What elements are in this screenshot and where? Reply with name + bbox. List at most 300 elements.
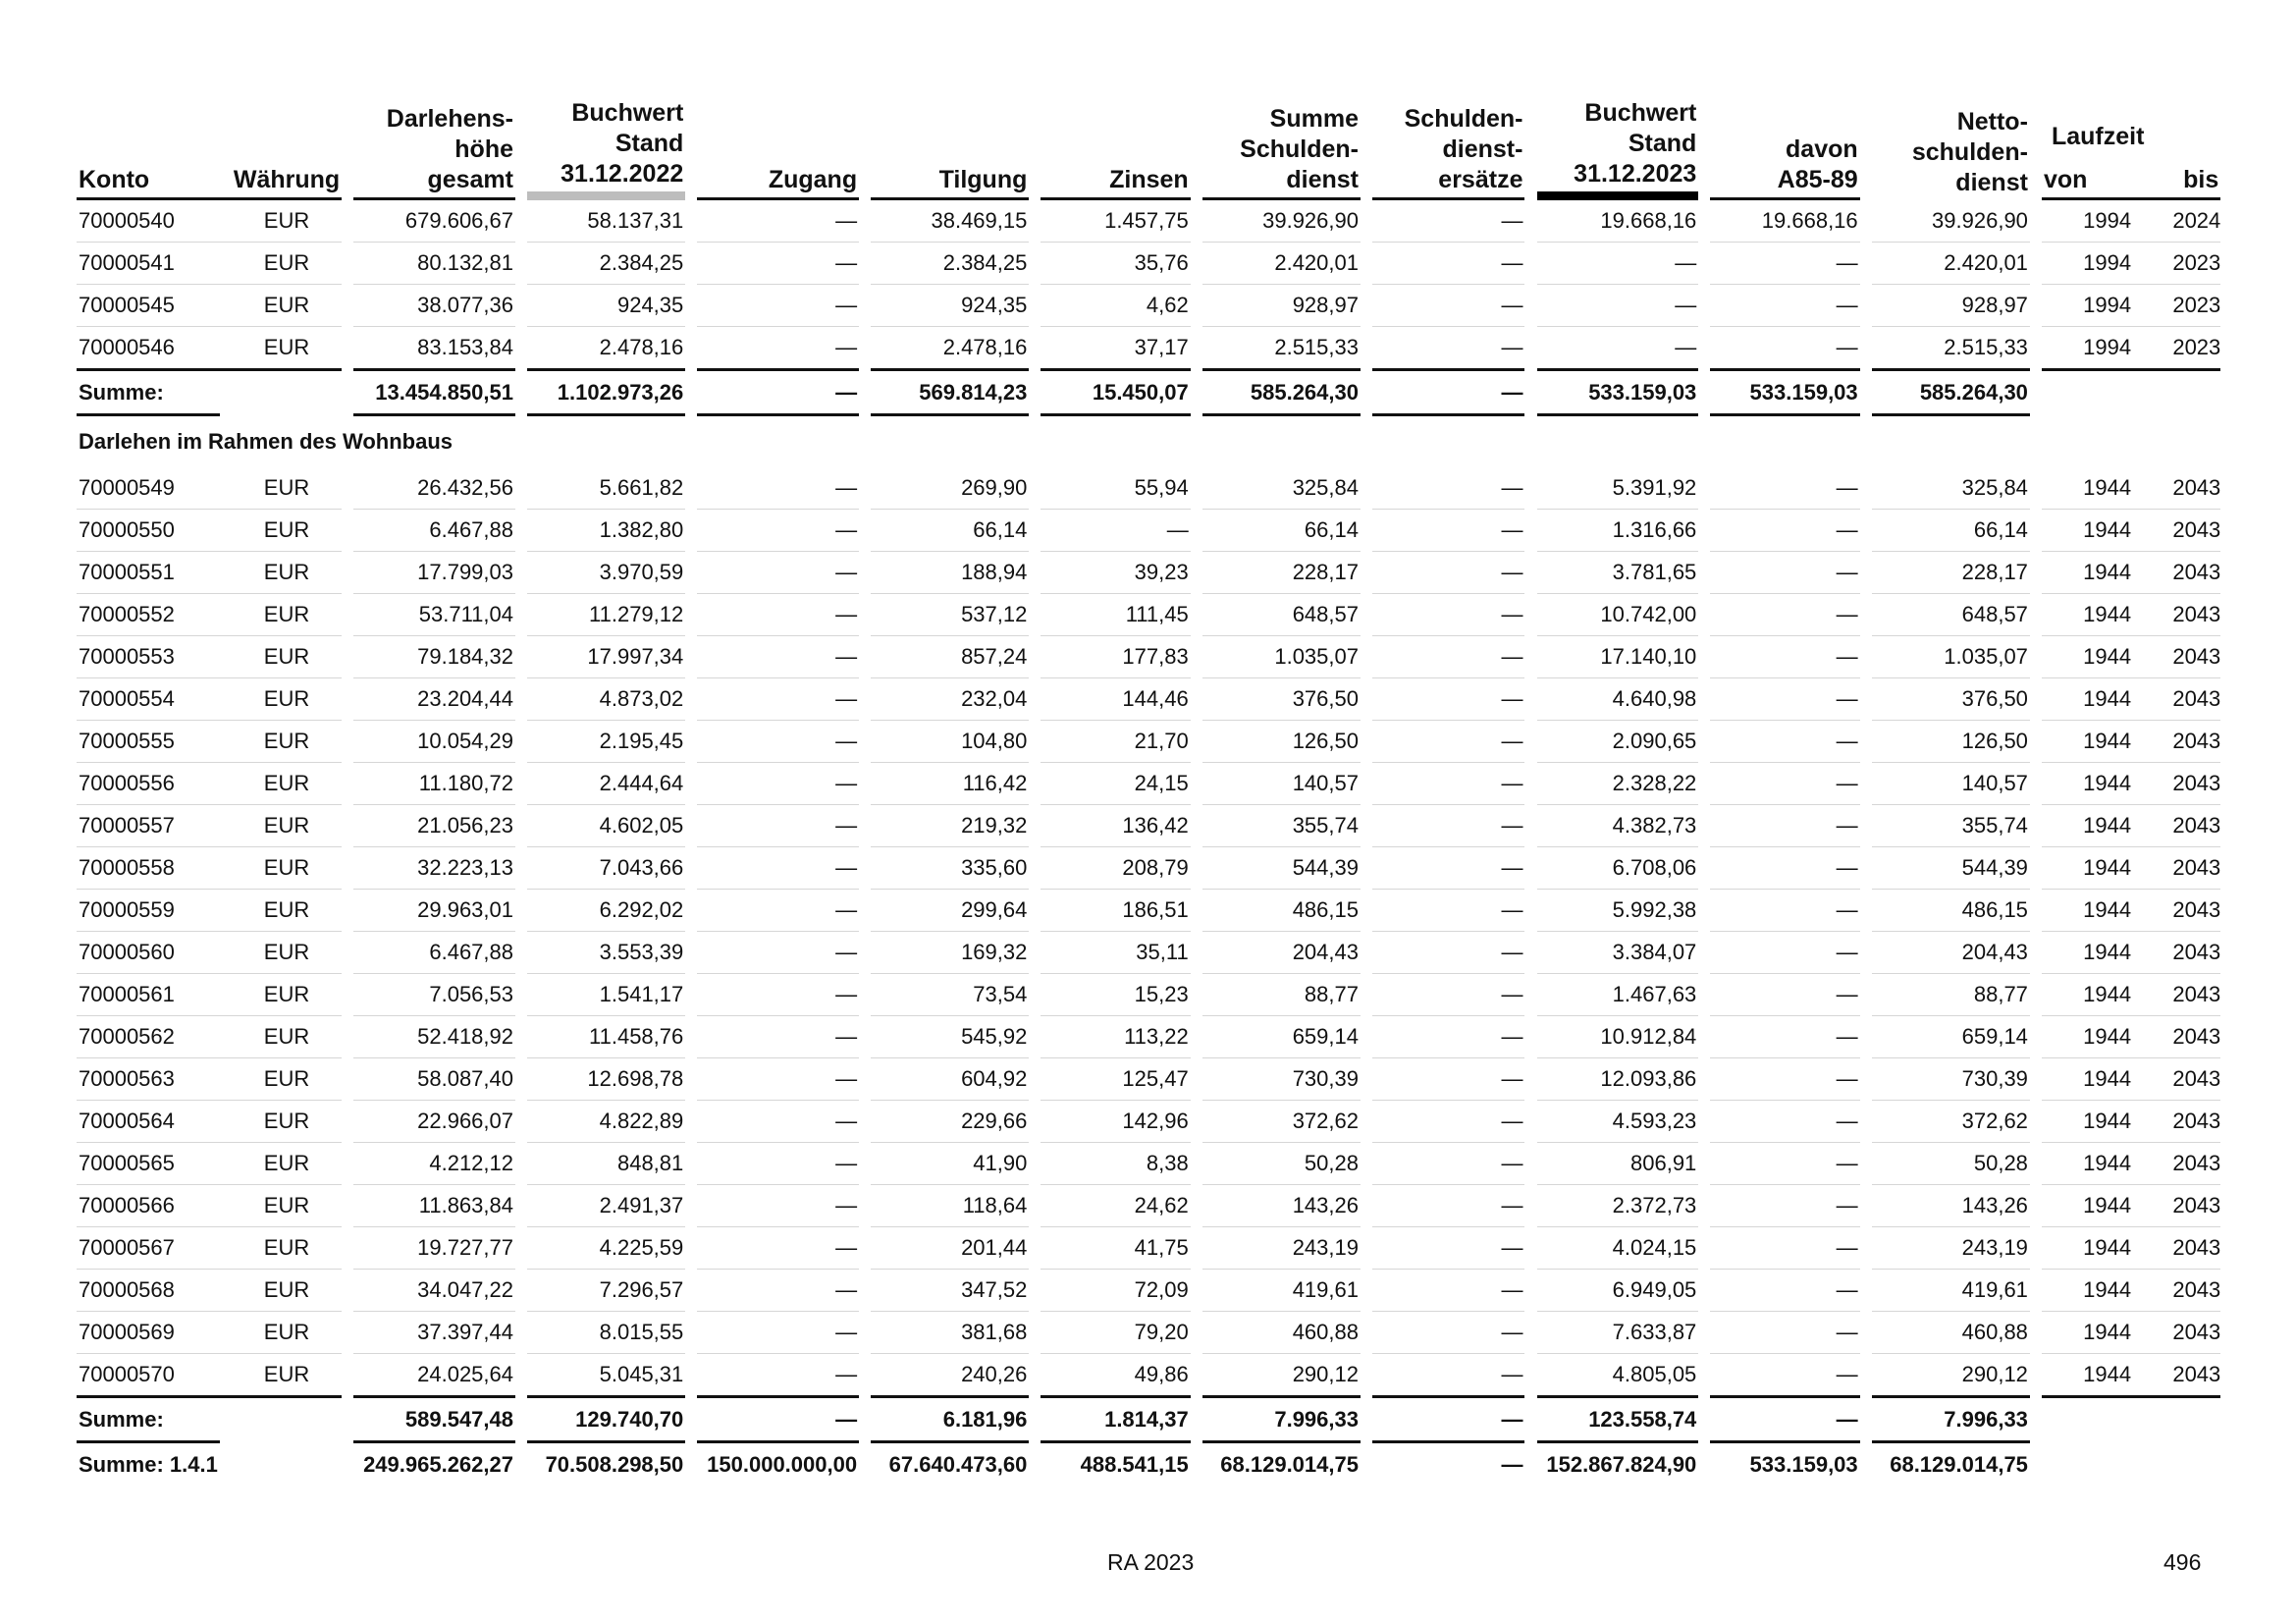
table-body <box>77 200 2296 1486</box>
cell-buchwert-2023: 4.640,98 <box>1537 678 1699 721</box>
cell-summe-schuldendienst: 50,28 <box>1202 1143 1361 1185</box>
cell-tilgung: 169,32 <box>871 932 1029 974</box>
cell-schuldendienstersaetze: — <box>1372 552 1524 594</box>
cell-von: 1944 <box>2042 763 2172 805</box>
cell-tilgung: 537,12 <box>871 594 1029 636</box>
header-zinsen: Zinsen <box>1041 98 1190 200</box>
cell-davon: — <box>1710 285 1859 327</box>
cell-waehrung: EUR <box>220 1227 342 1270</box>
cell-davon: — <box>1710 1312 1859 1354</box>
cell-buchwert-2023: 6.949,05 <box>1537 1270 1699 1312</box>
total-sum-row <box>77 1443 2296 1486</box>
cell-summe-schuldendienst: 419,61 <box>1202 1270 1361 1312</box>
cell-summe-schuldendienst: 243,19 <box>1202 1227 1361 1270</box>
cell-zinsen: 136,42 <box>1041 805 1190 847</box>
cell-summe-schuldendienst: 376,50 <box>1202 678 1361 721</box>
cell-waehrung <box>220 371 342 416</box>
loan-schedule-table <box>77 98 2296 1486</box>
cell-davon: — <box>1710 805 1859 847</box>
cell-summe-schuldendienst: 143,26 <box>1202 1185 1361 1227</box>
cell-zugang: — <box>697 1270 859 1312</box>
cell-tilgung: 604,92 <box>871 1058 1029 1101</box>
cell-davon: — <box>1710 1398 1859 1443</box>
header-bis: bis <box>2172 98 2220 200</box>
cell-waehrung: EUR <box>220 763 342 805</box>
cell-netto: 204,43 <box>1872 932 2030 974</box>
cell-darlehenshoehe: 83.153,84 <box>353 327 515 371</box>
cell-zinsen: 24,15 <box>1041 763 1190 805</box>
cell-davon: — <box>1710 1270 1859 1312</box>
cell-bis: 2043 <box>2172 1227 2220 1270</box>
cell-waehrung: EUR <box>220 1143 342 1185</box>
cell-buchwert-2022: 2.384,25 <box>527 243 685 285</box>
cell-zugang: — <box>697 1058 859 1101</box>
cell-summe-schuldendienst: 290,12 <box>1202 1354 1361 1398</box>
cell-buchwert-2023: — <box>1537 327 1699 371</box>
cell-zugang: — <box>697 890 859 932</box>
table-row <box>77 847 2296 890</box>
cell-netto: 50,28 <box>1872 1143 2030 1185</box>
cell-zinsen: 8,38 <box>1041 1143 1190 1185</box>
header-darlehenshoehe: Darlehens- höhe gesamt <box>353 98 515 200</box>
header-buchwert-2022: Buchwert Stand 31.12.2022 <box>527 98 685 200</box>
cell-schuldendienstersaetze: — <box>1372 1398 1524 1443</box>
cell-zinsen: 208,79 <box>1041 847 1190 890</box>
cell-von: 1944 <box>2042 594 2172 636</box>
table-row <box>77 890 2296 932</box>
table-row <box>77 1185 2296 1227</box>
cell-tilgung: 201,44 <box>871 1227 1029 1270</box>
cell-zugang: — <box>697 467 859 510</box>
cell-davon: — <box>1710 1185 1859 1227</box>
cell-buchwert-2023: 123.558,74 <box>1537 1398 1699 1443</box>
cell-buchwert-2022: 5.661,82 <box>527 467 685 510</box>
table-row <box>77 200 2296 243</box>
cell-waehrung: EUR <box>220 847 342 890</box>
cell-von: 1944 <box>2042 890 2172 932</box>
cell-buchwert-2022: 1.102.973,26 <box>527 371 685 416</box>
cell-buchwert-2023: 1.467,63 <box>1537 974 1699 1016</box>
table-row <box>77 932 2296 974</box>
cell-konto: 70000556 <box>77 763 220 805</box>
cell-summe-schuldendienst: 659,14 <box>1202 1016 1361 1058</box>
cell-schuldendienstersaetze: — <box>1372 327 1524 371</box>
cell-konto: 70000566 <box>77 1185 220 1227</box>
cell-konto: 70000567 <box>77 1227 220 1270</box>
cell-bis: 2043 <box>2172 974 2220 1016</box>
cell-buchwert-2023: 4.024,15 <box>1537 1227 1699 1270</box>
cell-davon: — <box>1710 763 1859 805</box>
table-row <box>77 763 2296 805</box>
cell-schuldendienstersaetze: — <box>1372 890 1524 932</box>
cell-zugang: — <box>697 371 859 416</box>
cell-darlehenshoehe: 52.418,92 <box>353 1016 515 1058</box>
cell-tilgung: 240,26 <box>871 1354 1029 1398</box>
cell-bis <box>2172 1398 2220 1443</box>
cell-zugang: — <box>697 552 859 594</box>
cell-buchwert-2022: 3.553,39 <box>527 932 685 974</box>
cell-davon: 19.668,16 <box>1710 200 1859 243</box>
cell-summe-schuldendienst: 372,62 <box>1202 1101 1361 1143</box>
cell-zinsen: 125,47 <box>1041 1058 1190 1101</box>
cell-buchwert-2022: 2.491,37 <box>527 1185 685 1227</box>
table-row <box>77 327 2296 371</box>
cell-schuldendienstersaetze: — <box>1372 200 1524 243</box>
cell-bis: 2043 <box>2172 932 2220 974</box>
cell-netto: 460,88 <box>1872 1312 2030 1354</box>
table-row <box>77 510 2296 552</box>
cell-summe-schuldendienst: 204,43 <box>1202 932 1361 974</box>
cell-waehrung <box>220 1443 342 1486</box>
table-row <box>77 1016 2296 1058</box>
cell-davon: — <box>1710 552 1859 594</box>
cell-zinsen: 4,62 <box>1041 285 1190 327</box>
cell-zinsen: 37,17 <box>1041 327 1190 371</box>
cell-summe-schuldendienst: 928,97 <box>1202 285 1361 327</box>
cell-bis: 2043 <box>2172 510 2220 552</box>
cell-konto: 70000551 <box>77 552 220 594</box>
cell-zugang: — <box>697 1227 859 1270</box>
cell-konto: 70000554 <box>77 678 220 721</box>
cell-summe-schuldendienst: 66,14 <box>1202 510 1361 552</box>
cell-darlehenshoehe: 10.054,29 <box>353 721 515 763</box>
cell-waehrung: EUR <box>220 467 342 510</box>
cell-buchwert-2023: 12.093,86 <box>1537 1058 1699 1101</box>
cell-von: 1944 <box>2042 721 2172 763</box>
cell-darlehenshoehe: 34.047,22 <box>353 1270 515 1312</box>
cell-buchwert-2023: 5.992,38 <box>1537 890 1699 932</box>
cell-zinsen: 72,09 <box>1041 1270 1190 1312</box>
cell-zinsen: 1.457,75 <box>1041 200 1190 243</box>
cell-darlehenshoehe: 26.432,56 <box>353 467 515 510</box>
cell-waehrung: EUR <box>220 327 342 371</box>
cell-konto: 70000550 <box>77 510 220 552</box>
cell-zugang: — <box>697 285 859 327</box>
cell-davon: — <box>1710 1016 1859 1058</box>
cell-buchwert-2023: 17.140,10 <box>1537 636 1699 678</box>
table-row <box>77 678 2296 721</box>
cell-buchwert-2023: 7.633,87 <box>1537 1312 1699 1354</box>
cell-buchwert-2023: 2.328,22 <box>1537 763 1699 805</box>
cell-darlehenshoehe: 21.056,23 <box>353 805 515 847</box>
cell-bis: 2023 <box>2172 285 2220 327</box>
table-row <box>77 721 2296 763</box>
cell-von: 1944 <box>2042 1312 2172 1354</box>
cell-davon: 533.159,03 <box>1749 1451 1858 1477</box>
cell-davon: — <box>1710 1101 1859 1143</box>
cell-zinsen: 15.450,07 <box>1041 371 1190 416</box>
cell-konto: 70000560 <box>77 932 220 974</box>
table-row <box>77 285 2296 327</box>
cell-zinsen: 79,20 <box>1041 1312 1190 1354</box>
cell-buchwert-2023: 806,91 <box>1537 1143 1699 1185</box>
cell-buchwert-2022: 3.970,59 <box>527 552 685 594</box>
cell-davon: — <box>1710 1354 1859 1398</box>
table-row <box>77 1143 2296 1185</box>
cell-buchwert-2023: 5.391,92 <box>1537 467 1699 510</box>
cell-buchwert-2022: 11.458,76 <box>527 1016 685 1058</box>
cell-von: 1944 <box>2042 1101 2172 1143</box>
cell-buchwert-2023: 152.867.824,90 <box>1546 1451 1697 1477</box>
cell-darlehenshoehe: 19.727,77 <box>353 1227 515 1270</box>
cell-von: 1944 <box>2042 467 2172 510</box>
cell-schuldendienstersaetze: — <box>1372 1058 1524 1101</box>
cell-summe-schuldendienst: 140,57 <box>1202 763 1361 805</box>
cell-darlehenshoehe: 37.397,44 <box>353 1312 515 1354</box>
table-row <box>77 805 2296 847</box>
table-row <box>77 594 2296 636</box>
cell-tilgung: 188,94 <box>871 552 1029 594</box>
cell-zinsen: 39,23 <box>1041 552 1190 594</box>
cell-zinsen: 41,75 <box>1041 1227 1190 1270</box>
section-title: Darlehen im Rahmen des Wohnbaus <box>79 429 454 454</box>
cell-zugang: — <box>697 847 859 890</box>
cell-schuldendienstersaetze: — <box>1372 805 1524 847</box>
cell-waehrung: EUR <box>220 1312 342 1354</box>
cell-zugang: — <box>697 510 859 552</box>
cell-konto: 70000555 <box>77 721 220 763</box>
cell-zinsen: 49,86 <box>1041 1354 1190 1398</box>
cell-tilgung: 335,60 <box>871 847 1029 890</box>
cell-buchwert-2022: 6.292,02 <box>527 890 685 932</box>
cell-buchwert-2022: 1.541,17 <box>527 974 685 1016</box>
cell-bis: 2043 <box>2172 636 2220 678</box>
cell-tilgung: 545,92 <box>871 1016 1029 1058</box>
header-laufzeit: Laufzeit <box>2051 123 2145 150</box>
cell-zinsen: 142,96 <box>1041 1101 1190 1143</box>
cell-waehrung: EUR <box>220 678 342 721</box>
cell-schuldendienstersaetze: — <box>1372 243 1524 285</box>
cell-tilgung: 118,64 <box>871 1185 1029 1227</box>
cell-buchwert-2023: 6.708,06 <box>1537 847 1699 890</box>
cell-zugang: — <box>697 1312 859 1354</box>
cell-tilgung: 924,35 <box>871 285 1029 327</box>
cell-konto: 70000546 <box>77 327 220 371</box>
cell-netto: 39.926,90 <box>1872 200 2030 243</box>
cell-von: 1944 <box>2042 1185 2172 1227</box>
cell-waehrung: EUR <box>220 721 342 763</box>
cell-zugang: — <box>697 636 859 678</box>
cell-zinsen: 177,83 <box>1041 636 1190 678</box>
cell-zinsen: 144,46 <box>1041 678 1190 721</box>
cell-buchwert-2022: 4.873,02 <box>527 678 685 721</box>
cell-waehrung: EUR <box>220 1058 342 1101</box>
header-von: Laufzeit von <box>2042 98 2172 200</box>
cell-buchwert-2023: 2.372,73 <box>1537 1185 1699 1227</box>
cell-tilgung: 67.640.473,60 <box>888 1451 1028 1477</box>
cell-zugang: — <box>697 1143 859 1185</box>
cell-waehrung: EUR <box>220 243 342 285</box>
cell-von: 1944 <box>2042 932 2172 974</box>
cell-buchwert-2023: 533.159,03 <box>1537 371 1699 416</box>
cell-buchwert-2022: 70.508.298,50 <box>545 1451 684 1477</box>
cell-von: 1944 <box>2042 805 2172 847</box>
cell-tilgung: 6.181,96 <box>871 1398 1029 1443</box>
cell-waehrung: EUR <box>220 1270 342 1312</box>
cell-netto: 228,17 <box>1872 552 2030 594</box>
cell-zugang: — <box>697 200 859 243</box>
cell-netto: 66,14 <box>1872 510 2030 552</box>
cell-darlehenshoehe: 53.711,04 <box>353 594 515 636</box>
cell-darlehenshoehe: 79.184,32 <box>353 636 515 678</box>
cell-summe-schuldendienst: 7.996,33 <box>1202 1398 1361 1443</box>
cell-summe-schuldendienst: 126,50 <box>1202 721 1361 763</box>
header-zugang: Zugang <box>697 98 859 200</box>
cell-buchwert-2023: 2.090,65 <box>1537 721 1699 763</box>
cell-bis: 2043 <box>2172 890 2220 932</box>
cell-schuldendienstersaetze: — <box>1372 636 1524 678</box>
cell-buchwert-2022: 129.740,70 <box>527 1398 685 1443</box>
cell-schuldendienstersaetze: — <box>1372 467 1524 510</box>
cell-von: 1944 <box>2042 678 2172 721</box>
cell-zugang: — <box>697 1398 859 1443</box>
cell-davon: — <box>1710 510 1859 552</box>
cell-netto: 544,39 <box>1872 847 2030 890</box>
cell-tilgung: 857,24 <box>871 636 1029 678</box>
cell-konto: 70000558 <box>77 847 220 890</box>
cell-von: 1944 <box>2042 1270 2172 1312</box>
table-header <box>77 98 2296 200</box>
cell-buchwert-2023: 3.781,65 <box>1537 552 1699 594</box>
cell-waehrung: EUR <box>220 510 342 552</box>
sum-row-group1 <box>77 371 2296 416</box>
cell-schuldendienstersaetze: — <box>1372 1227 1524 1270</box>
cell-konto: 70000541 <box>77 243 220 285</box>
section-heading-row <box>77 416 2296 467</box>
cell-darlehenshoehe: 29.963,01 <box>353 890 515 932</box>
cell-netto: 486,15 <box>1872 890 2030 932</box>
header-buchwert-2023: Buchwert Stand 31.12.2023 <box>1537 98 1699 200</box>
cell-zugang: — <box>697 678 859 721</box>
cell-von: 1994 <box>2042 327 2172 371</box>
cell-konto: 70000552 <box>77 594 220 636</box>
cell-netto: 243,19 <box>1872 1227 2030 1270</box>
table-row <box>77 1354 2296 1398</box>
cell-buchwert-2023: 1.316,66 <box>1537 510 1699 552</box>
cell-konto: Summe: <box>77 1398 220 1443</box>
cell-tilgung: 347,52 <box>871 1270 1029 1312</box>
cell-bis: 2043 <box>2172 1016 2220 1058</box>
cell-tilgung: 66,14 <box>871 510 1029 552</box>
cell-buchwert-2023: 4.805,05 <box>1537 1354 1699 1398</box>
cell-summe-schuldendienst: 39.926,90 <box>1202 200 1361 243</box>
cell-schuldendienstersaetze: — <box>1372 510 1524 552</box>
cell-summe-schuldendienst: 486,15 <box>1202 890 1361 932</box>
cell-netto: 2.515,33 <box>1872 327 2030 371</box>
header-schuldendienstersaetze: Schulden- dienst- ersätze <box>1372 98 1524 200</box>
cell-darlehenshoehe: 249.965.262,27 <box>363 1451 513 1477</box>
cell-davon: — <box>1710 974 1859 1016</box>
cell-schuldendienstersaetze: — <box>1372 1185 1524 1227</box>
cell-konto: 70000562 <box>77 1016 220 1058</box>
cell-bis: 2023 <box>2172 327 2220 371</box>
cell-waehrung: EUR <box>220 805 342 847</box>
cell-buchwert-2022: 2.195,45 <box>527 721 685 763</box>
cell-bis: 2043 <box>2172 847 2220 890</box>
cell-zugang: — <box>697 805 859 847</box>
cell-zinsen: 35,76 <box>1041 243 1190 285</box>
cell-netto: 659,14 <box>1872 1016 2030 1058</box>
cell-summe-schuldendienst: 228,17 <box>1202 552 1361 594</box>
cell-von: 1944 <box>2042 974 2172 1016</box>
cell-darlehenshoehe: 58.087,40 <box>353 1058 515 1101</box>
cell-konto: 70000557 <box>77 805 220 847</box>
cell-zinsen: 55,94 <box>1041 467 1190 510</box>
cell-buchwert-2022: 1.382,80 <box>527 510 685 552</box>
cell-zugang: — <box>697 1354 859 1398</box>
cell-schuldendienstersaetze: — <box>1372 974 1524 1016</box>
cell-schuldendienstersaetze: — <box>1372 721 1524 763</box>
cell-bis: 2043 <box>2172 1354 2220 1398</box>
cell-zinsen: 111,45 <box>1041 594 1190 636</box>
cell-konto: 70000563 <box>77 1058 220 1101</box>
cell-summe-schuldendienst: 730,39 <box>1202 1058 1361 1101</box>
cell-netto: 68.129.014,75 <box>1890 1451 2028 1477</box>
table-row <box>77 1227 2296 1270</box>
cell-darlehenshoehe: 24.025,64 <box>353 1354 515 1398</box>
cell-konto: 70000549 <box>77 467 220 510</box>
cell-netto: 290,12 <box>1872 1354 2030 1398</box>
cell-zugang: — <box>697 594 859 636</box>
cell-davon: — <box>1710 678 1859 721</box>
cell-darlehenshoehe: 11.863,84 <box>353 1185 515 1227</box>
cell-zugang: — <box>697 974 859 1016</box>
cell-tilgung: 269,90 <box>871 467 1029 510</box>
cell-buchwert-2023: 10.742,00 <box>1537 594 1699 636</box>
cell-summe-schuldendienst: 648,57 <box>1202 594 1361 636</box>
cell-zugang: — <box>697 1016 859 1058</box>
cell-konto: 70000553 <box>77 636 220 678</box>
cell-netto: 419,61 <box>1872 1270 2030 1312</box>
cell-netto: 126,50 <box>1872 721 2030 763</box>
cell-schuldendienstersaetze: — <box>1501 1451 1523 1477</box>
table-row <box>77 467 2296 510</box>
cell-tilgung: 299,64 <box>871 890 1029 932</box>
cell-von <box>2042 371 2172 416</box>
cell-von: 1944 <box>2042 1016 2172 1058</box>
cell-darlehenshoehe: 22.966,07 <box>353 1101 515 1143</box>
cell-konto: 70000568 <box>77 1270 220 1312</box>
cell-zugang: — <box>697 763 859 805</box>
cell-davon: — <box>1710 1058 1859 1101</box>
cell-buchwert-2023: 10.912,84 <box>1537 1016 1699 1058</box>
cell-buchwert-2023: — <box>1537 243 1699 285</box>
cell-konto: Summe: 1.4.1 <box>79 1451 218 1477</box>
cell-waehrung: EUR <box>220 552 342 594</box>
cell-schuldendienstersaetze: — <box>1372 847 1524 890</box>
cell-summe-schuldendienst: 544,39 <box>1202 847 1361 890</box>
cell-summe-schuldendienst: 2.515,33 <box>1202 327 1361 371</box>
cell-bis: 2043 <box>2172 552 2220 594</box>
cell-darlehenshoehe: 17.799,03 <box>353 552 515 594</box>
cell-darlehenshoehe: 7.056,53 <box>353 974 515 1016</box>
cell-darlehenshoehe: 13.454.850,51 <box>353 371 515 416</box>
cell-tilgung: 116,42 <box>871 763 1029 805</box>
cell-konto: 70000540 <box>77 200 220 243</box>
cell-schuldendienstersaetze: — <box>1372 594 1524 636</box>
cell-buchwert-2022: 58.137,31 <box>527 200 685 243</box>
cell-tilgung: 104,80 <box>871 721 1029 763</box>
header-tilgung: Tilgung <box>871 98 1029 200</box>
cell-zinsen: — <box>1041 510 1190 552</box>
cell-von: 1944 <box>2042 1354 2172 1398</box>
cell-schuldendienstersaetze: — <box>1372 763 1524 805</box>
cell-buchwert-2022: 4.822,89 <box>527 1101 685 1143</box>
cell-bis: 2043 <box>2172 1101 2220 1143</box>
cell-waehrung: EUR <box>220 932 342 974</box>
cell-von: 1994 <box>2042 243 2172 285</box>
cell-schuldendienstersaetze: — <box>1372 1101 1524 1143</box>
